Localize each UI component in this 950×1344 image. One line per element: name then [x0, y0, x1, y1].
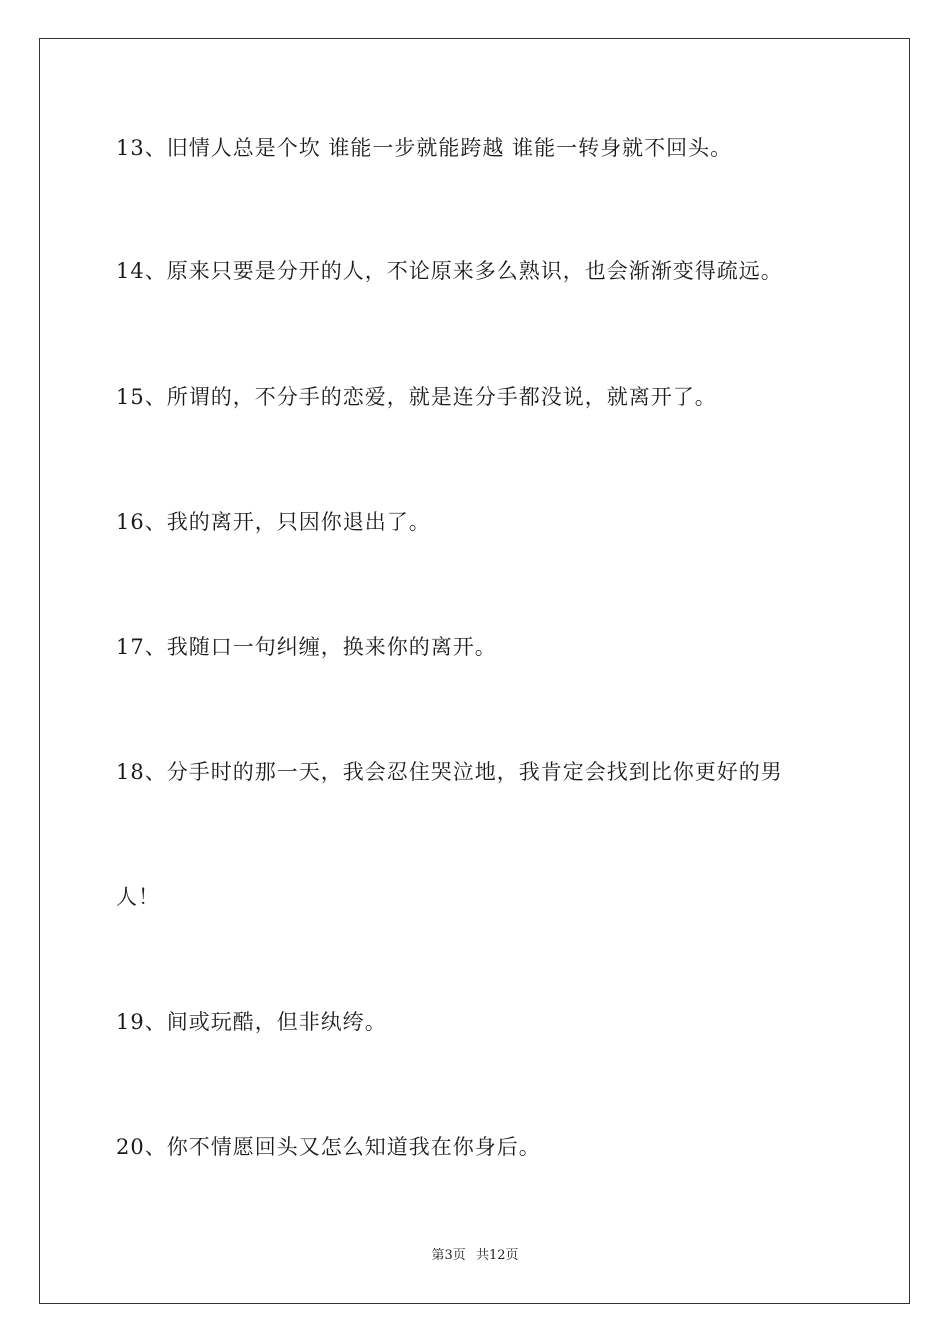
text-line-16: 16、我的离开，只因你退出了。 — [116, 510, 431, 534]
text-line-15: 15、所谓的，不分手的恋爱，就是连分手都没说，就离开了。 — [116, 385, 717, 409]
text-line-20: 20、你不情愿回头又怎么知道我在你身后。 — [116, 1135, 541, 1159]
text-line-17: 17、我随口一句纠缠，换来你的离开。 — [116, 635, 497, 659]
text-line-13: 13、旧情人总是个坎 谁能一步就能跨越 谁能一转身就不回头。 — [116, 136, 733, 160]
text-line-19: 19、间或玩酷，但非纨绔。 — [116, 1010, 387, 1034]
text-line-18: 18、分手时的那一天，我会忍住哭泣地，我肯定会找到比你更好的男 — [116, 760, 783, 784]
page-number: 第3页 — [431, 1248, 466, 1263]
text-line-14: 14、原来只要是分开的人，不论原来多么熟识，也会渐渐变得疏远。 — [116, 259, 783, 283]
page-total: 共12页 — [475, 1248, 519, 1263]
page-footer — [0, 1247, 950, 1265]
page-frame — [39, 38, 910, 1304]
text-line-18-continued: 人！ — [116, 885, 160, 909]
